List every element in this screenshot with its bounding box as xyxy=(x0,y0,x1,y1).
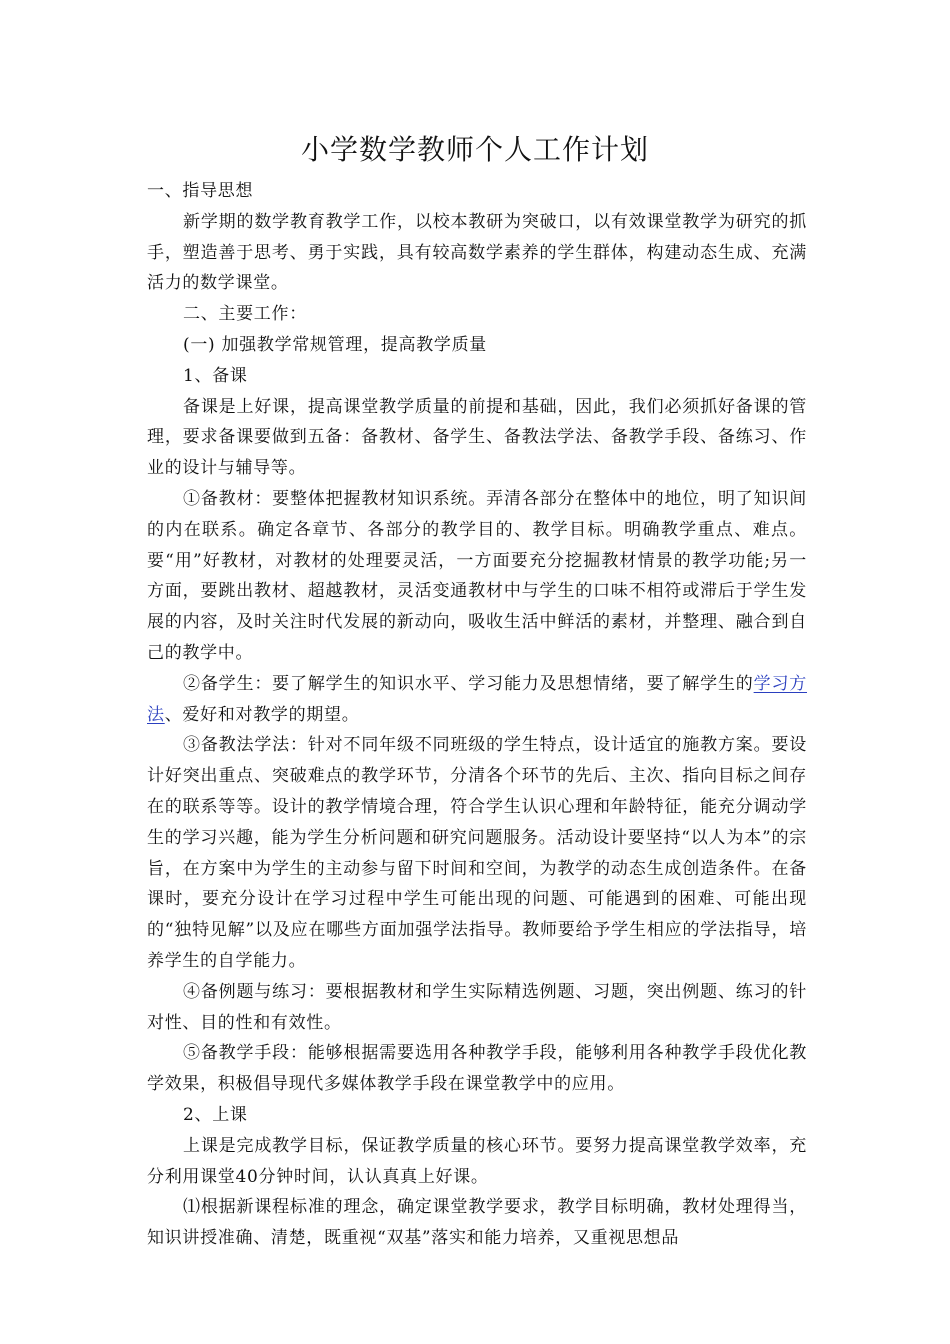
paragraph-prep-methods: ③备教法学法：针对不同年级不同班级的学生特点，设计适宜的施教方案。要设计好突出重点、突破难点的教学环节，分清各个环节的先后、主次、指向目标之间存在的联系等等。设计的教学情境合理，符合学生认识心理和年龄特征，能充分调动学生的学习兴趣，能为学生分析问题和研究问题服务。活动设计要坚持“以人为本”的宗旨，在方案中为学生的主动参与留下时间和空间，为教学的动态生成创造条件。在备课时，要充分设计在学习过程中学生可能出现的问题、可能遇到的困难、可能出现的“独特见解”以及应在哪些方面加强学法指导。教师要给予学生相应的学法指导，培养学生的自学能力。 xyxy=(147,735,807,971)
paragraph-teaching-intro: 上课是完成教学目标，保证教学质量的核心环节。要努力提高课堂教学效率，充分利用课堂40分钟时间，认认真真上好课。 xyxy=(147,1135,807,1187)
paragraph-prep-students xyxy=(147,669,807,731)
page-title: 小学数学教师个人工作计划 xyxy=(300,133,649,166)
prep-students-text-before: ②备学生：要了解学生的知识水平、学习能力及思想情绪，要了解学生的 xyxy=(183,673,754,694)
prep-students-text-after: 、爱好和对教学的期望。 xyxy=(164,704,360,725)
section-heading-main-work: 二、主要工作： xyxy=(183,304,307,325)
paragraph-prep-materials: ①备教材：要整体把握教材知识系统。弄清各部分在整体中的地位，明了知识间的内在联系。确定各章节、各部分的教学目的、教学目标。明确教学重点、难点。要“用”好教材，对教材的处理要灵活，一方面要充分挖掘教材情景的教学功能;另一方面，要跳出教材、超越教材，灵活变通教材中与学生的口味不相符或滞后于学生发展的内容，及时关注时代发展的新动向，吸收生活中鲜活的素材，并整理、融合到自己的教学中。 xyxy=(147,488,807,663)
paragraph-lesson-prep-intro: 备课是上好课，提高课堂教学质量的前提和基础，因此，我们必须抓好备课的管理，要求备课要做到五备：备教材、备学生、备教法学法、备教学手段、备练习、作业的设计与辅导等。 xyxy=(147,396,807,479)
learning-methods-link[interactable]: 学习方法 xyxy=(147,673,807,725)
item-heading-teaching: 2、上课 xyxy=(183,1104,248,1125)
paragraph-prep-examples: ④备例题与练习：要根据教材和学生实际精选例题、习题，突出例题、练习的针对性、目的性和有效性。 xyxy=(147,981,807,1033)
document-body xyxy=(147,176,807,1254)
section-heading-guiding-thought: 一、指导思想 xyxy=(147,181,254,201)
paragraph-guiding-thought: 新学期的数学教育教学工作，以校本教研为突破口，以有效课堂教学为研究的抓手，塑造善于思考、勇于实践，具有较高数学素养的学生群体，构建动态生成、充满活力的数学课堂。 xyxy=(147,211,807,294)
subsection-heading-routine-management: (一) 加强教学常规管理，提高教学质量 xyxy=(183,334,487,355)
paragraph-prep-means: ⑤备教学手段：能够根据需要选用各种教学手段，能够利用各种教学手段优化教学效果，积极倡导现代多媒体教学手段在课堂教学中的应用。 xyxy=(147,1043,807,1095)
item-heading-lesson-prep: 1、备课 xyxy=(183,365,248,386)
paragraph-teaching-point-1: ⑴根据新课程标准的理念，确定课堂教学要求，教学目标明确，教材处理得当，知识讲授准确、清楚，既重视“双基”落实和能力培养，又重视思想品 xyxy=(147,1197,807,1249)
